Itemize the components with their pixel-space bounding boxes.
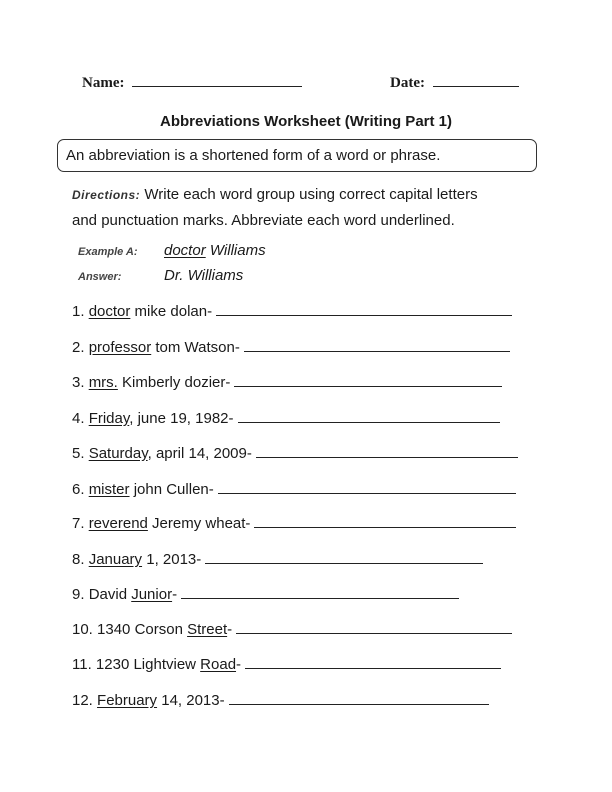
question-underlined-word: Street [187,621,228,638]
question-number: 4. [72,410,85,427]
question-number: 10. [72,621,93,638]
question-underlined-word: Saturday [88,445,148,462]
question-underlined-word: January [88,551,143,568]
question-suffix: Kimberly dozier- [117,374,231,391]
answer-blank-line[interactable] [181,586,459,599]
question-underlined-word: mister [88,481,130,498]
question-number: 2. [72,339,85,356]
question-row [72,339,510,356]
question-row [72,551,483,568]
question-suffix: mike dolan- [130,303,213,320]
name-field[interactable] [82,72,302,92]
example-a [78,242,266,259]
definition-text: An abbreviation is a shortened form of a word or phrase. [66,147,441,164]
question-underlined-word: Road [200,656,237,673]
question-row [72,445,518,462]
question-row [72,656,501,673]
question-underlined-word: professor [88,339,152,356]
answer-blank-line[interactable] [234,374,502,387]
question-prefix: David [88,586,132,603]
worksheet-title: Abbreviations Worksheet (Writing Part 1) [160,113,452,130]
date-blank-line[interactable] [433,72,519,87]
question-row [72,586,459,603]
question-underlined-word: reverend [88,515,148,532]
directions-line-1: Write each word group using correct capital letters [144,186,478,203]
answer-blank-line[interactable] [244,339,510,352]
example-underlined-word: doctor [164,242,206,259]
question-underlined-word: February [97,692,158,709]
date-label: Date: [390,75,425,91]
example-rest: Williams [209,242,266,259]
answer-label: Answer: [78,271,122,283]
answer-blank-line[interactable] [218,481,516,494]
directions-line-2: and punctuation marks. Abbreviate each word underlined. [72,212,455,229]
question-number: 6. [72,481,85,498]
question-underlined-word: Junior [131,586,173,603]
question-row [72,481,516,498]
answer-blank-line[interactable] [254,515,516,528]
question-number: 9. [72,586,85,603]
question-suffix: john Cullen- [129,481,214,498]
answer-blank-line[interactable] [256,445,518,458]
question-number: 3. [72,374,85,391]
answer-blank-line[interactable] [205,551,483,564]
worksheet-header [0,72,612,92]
directions-label: Directions: [72,188,141,202]
question-number: 7. [72,515,85,532]
question-underlined-word: Friday [88,410,130,427]
date-field[interactable] [390,72,519,92]
question-prefix: 1340 Corson [97,621,188,638]
answer-blank-line[interactable] [245,656,501,669]
question-row [72,410,500,427]
name-blank-line[interactable] [132,72,302,87]
question-suffix: 1, 2013- [142,551,202,568]
question-suffix: Jeremy wheat- [147,515,251,532]
question-suffix: tom Watson- [151,339,240,356]
question-row [72,692,489,709]
question-suffix: - [172,586,178,603]
name-label: Name: [82,75,125,91]
example-label: Example A: [78,246,138,258]
definition-box [57,139,537,172]
question-prefix: 1230 Lightview [95,656,201,673]
question-number: 8. [72,551,85,568]
question-number: 1. [72,303,85,320]
question-row [72,621,512,638]
question-number: 11. [72,656,92,673]
question-suffix: 14, 2013- [157,692,225,709]
question-suffix: - [236,656,242,673]
directions [72,182,552,234]
answer-blank-line[interactable] [236,621,512,634]
question-underlined-word: mrs. [88,374,118,391]
answer-blank-line[interactable] [216,303,512,316]
question-underlined-word: doctor [88,303,131,320]
question-number: 12. [72,692,93,709]
answer-blank-line[interactable] [238,410,500,423]
example-answer [78,267,243,284]
question-row [72,303,512,320]
question-row [72,515,516,532]
question-number: 5. [72,445,85,462]
answer-blank-line[interactable] [229,692,489,705]
question-suffix: , june 19, 1982- [129,410,234,427]
question-row [72,374,502,391]
question-suffix: - [227,621,233,638]
question-suffix: , april 14, 2009- [147,445,252,462]
answer-text: Dr. Williams [164,267,244,284]
